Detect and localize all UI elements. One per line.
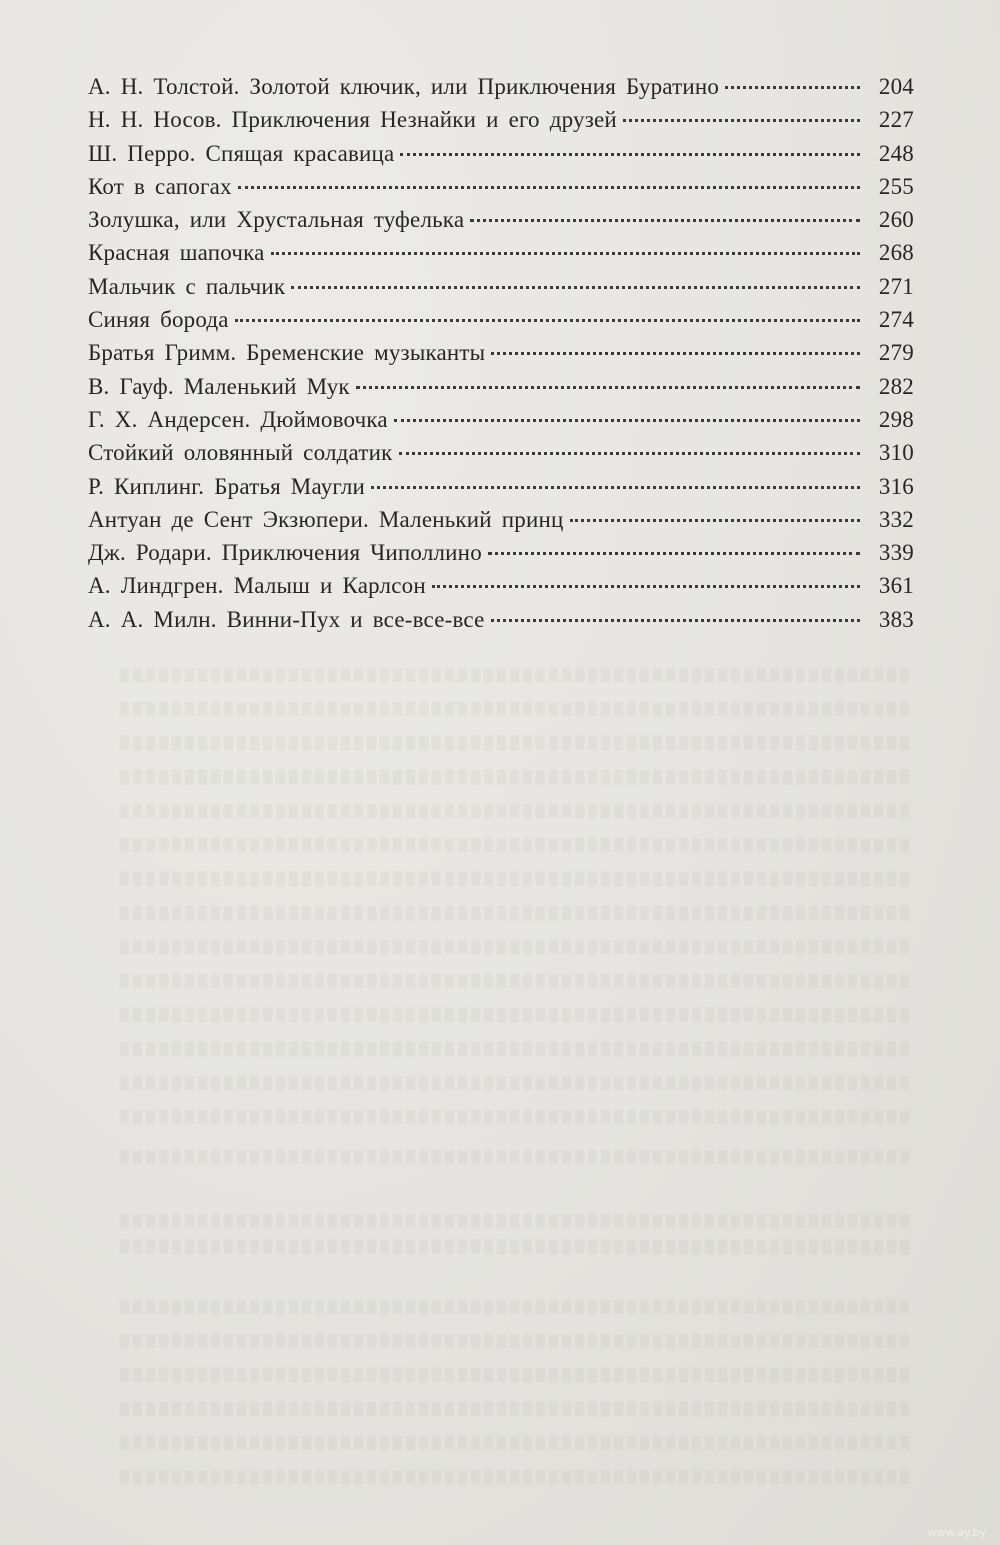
table-of-contents (88, 74, 914, 640)
toc-dot-leader (371, 486, 860, 489)
toc-entry-page: 274 (878, 307, 914, 333)
toc-entry (88, 573, 914, 606)
toc-entry-page: 227 (878, 107, 914, 133)
bleed-through-line (120, 1110, 910, 1124)
toc-entry-title: А. Линдгрен. Малыш и Карлсон (88, 573, 426, 599)
toc-entry (88, 407, 914, 440)
toc-entry (88, 274, 914, 307)
toc-dot-leader (394, 419, 860, 422)
toc-entry-title: А. Н. Толстой. Золотой ключик, или Приключения Буратино (88, 74, 720, 99)
toc-entry-page: 339 (878, 540, 914, 566)
toc-entry-page: 260 (878, 207, 914, 233)
toc-entry-title: Золушка, или Хрустальная туфелька (88, 207, 465, 233)
toc-entry (88, 340, 914, 373)
toc-entry-page: 310 (878, 440, 914, 466)
toc-entry-page: 248 (878, 140, 914, 166)
toc-entry (88, 240, 914, 273)
toc-entry (88, 107, 914, 140)
toc-dot-leader (271, 252, 860, 255)
watermark: www.ay.by (927, 1526, 986, 1539)
toc-dot-leader (491, 352, 860, 355)
toc-entry (88, 207, 914, 240)
toc-entry-page: 279 (878, 340, 914, 366)
toc-entry-title: Братья Гримм. Бременские музыканты (88, 340, 486, 366)
toc-dot-leader (238, 186, 860, 189)
toc-dot-leader (725, 86, 860, 89)
bleed-through-line (120, 1076, 910, 1090)
toc-entry (88, 607, 914, 640)
toc-entry-title: Синяя борода (88, 307, 229, 333)
bleed-through-line (120, 1042, 910, 1056)
toc-entry (88, 440, 914, 473)
toc-entry-page: 361 (878, 573, 914, 599)
bleed-through-line (120, 1008, 910, 1022)
toc-entry-page: 255 (878, 173, 914, 199)
toc-entry-title: Красная шапочка (88, 240, 265, 266)
toc-entry-page: 204 (878, 74, 914, 99)
bleed-through-line (120, 668, 910, 682)
toc-entry (88, 141, 914, 174)
toc-entry-title: В. Гауф. Маленький Мук (88, 373, 350, 399)
bleed-through-line (120, 1436, 910, 1450)
bleed-through-line (120, 838, 910, 852)
toc-entry-title: Стойкий оловянный солдатик (88, 440, 393, 466)
toc-dot-leader (235, 319, 860, 322)
bleed-through-line (120, 1470, 910, 1484)
toc-entry (88, 507, 914, 540)
toc-entry (88, 74, 914, 107)
bleed-through-line (120, 1368, 910, 1382)
bleed-through-line (120, 736, 910, 750)
bleed-through-line (120, 702, 910, 716)
toc-dot-leader (491, 619, 860, 622)
bleed-through-line (120, 872, 910, 886)
toc-dot-leader (470, 219, 860, 222)
bleed-through-line (120, 804, 910, 818)
toc-entry-title: Р. Киплинг. Братья Маугли (88, 473, 366, 499)
toc-entry-title: Дж. Родари. Приключения Чиполлино (88, 540, 482, 566)
toc-entry-title: Антуан де Сент Экзюпери. Маленький принц (88, 506, 564, 532)
toc-entry-page: 268 (878, 240, 914, 266)
toc-entry-title: А. А. Милн. Винни-Пух и все-все-все (88, 606, 485, 632)
toc-entry-title: Ш. Перро. Спящая красавица (88, 140, 395, 166)
toc-dot-leader (291, 286, 860, 289)
bleed-through-line (120, 1150, 910, 1164)
bleed-through-line (120, 1240, 910, 1254)
toc-dot-leader (356, 386, 860, 389)
toc-entry-title: Мальчик с пальчик (88, 273, 286, 299)
toc-entry-page: 332 (878, 506, 914, 532)
toc-dot-leader (399, 452, 860, 455)
bleed-through-line (120, 1214, 910, 1228)
bleed-through-line (120, 974, 910, 988)
toc-entry (88, 540, 914, 573)
bleed-through-line (120, 906, 910, 920)
toc-entry-title: Г. Х. Андерсен. Дюймовочка (88, 406, 388, 432)
bleed-through-line (120, 940, 910, 954)
bleed-through-line (120, 770, 910, 784)
toc-dot-leader (570, 519, 860, 522)
toc-entry (88, 474, 914, 507)
toc-entry-page: 383 (878, 606, 914, 632)
bleed-through-line (120, 1300, 910, 1314)
toc-entry-title: Кот в сапогах (88, 173, 232, 199)
bleed-through-line (120, 1402, 910, 1416)
bleed-through-line (120, 1334, 910, 1348)
toc-dot-leader (432, 585, 860, 588)
toc-dot-leader (488, 552, 860, 555)
toc-dot-leader (400, 153, 860, 156)
toc-entry-title: Н. Н. Носов. Приключения Незнайки и его друзей (88, 107, 617, 133)
toc-entry-page: 282 (878, 373, 914, 399)
toc-entry (88, 307, 914, 340)
toc-entry-page: 271 (878, 273, 914, 299)
toc-entry-page: 316 (878, 473, 914, 499)
toc-entry-page: 298 (878, 406, 914, 432)
toc-entry (88, 374, 914, 407)
toc-entry (88, 174, 914, 207)
toc-dot-leader (623, 119, 860, 122)
